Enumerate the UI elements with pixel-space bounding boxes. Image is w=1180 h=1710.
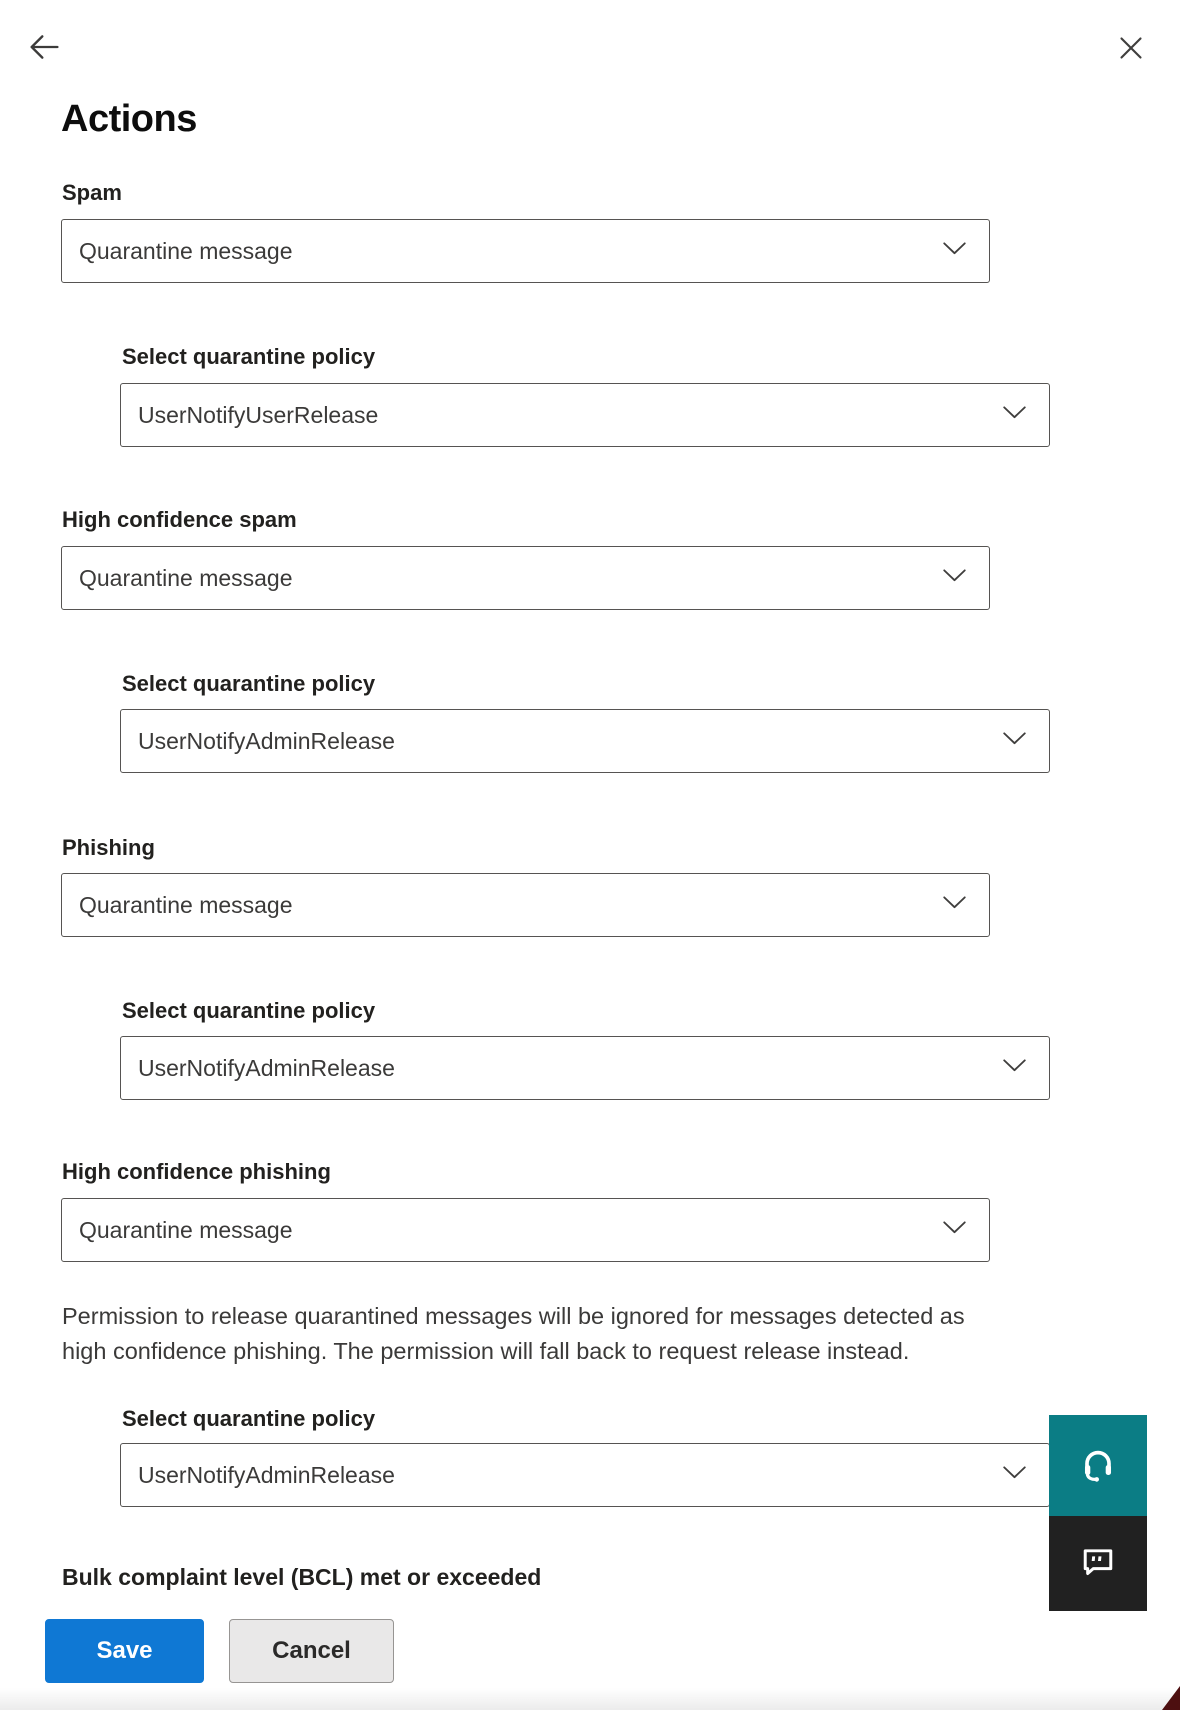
headset-icon — [1076, 1442, 1120, 1489]
section-label-spam: Spam — [62, 180, 122, 205]
close-button[interactable] — [1114, 31, 1148, 65]
arrow-left-icon — [25, 54, 63, 69]
section-label-high-confidence-spam: High confidence spam — [62, 507, 297, 532]
chevron-down-icon — [1002, 1466, 1027, 1485]
high-confidence-spam-action-value: Quarantine message — [79, 564, 293, 591]
high-confidence-phishing-action-value: Quarantine message — [79, 1216, 293, 1243]
spam-quarantine-policy-value: UserNotifyUserRelease — [138, 401, 379, 428]
chevron-down-icon — [942, 896, 967, 915]
close-icon — [1114, 53, 1148, 68]
chat-bubble-icon — [1077, 1541, 1119, 1586]
chevron-down-icon — [942, 569, 967, 588]
corner-artifact — [1162, 1686, 1180, 1710]
feedback-button[interactable] — [1049, 1516, 1147, 1611]
chevron-down-icon — [1002, 1059, 1027, 1078]
phishing-quarantine-policy-value: UserNotifyAdminRelease — [138, 1054, 395, 1081]
spam-policy-label: Select quarantine policy — [122, 344, 376, 369]
section-label-bulk-complaint-level: Bulk complaint level (BCL) met or exceeded — [62, 1564, 542, 1590]
phishing-quarantine-policy-dropdown[interactable] — [120, 1036, 1050, 1100]
high-confidence-phishing-quarantine-policy-value: UserNotifyAdminRelease — [138, 1461, 395, 1488]
page-title: Actions — [61, 98, 197, 140]
section-label-high-confidence-phishing: High confidence phishing — [62, 1159, 331, 1184]
save-button[interactable]: Save — [45, 1619, 204, 1683]
chevron-down-icon — [1002, 406, 1027, 425]
phishing-action-value: Quarantine message — [79, 891, 293, 918]
high-confidence-phishing-note — [62, 1299, 965, 1368]
note-line: Permission to release quarantined messages will be ignored for messages detected as — [62, 1303, 965, 1329]
chevron-down-icon — [1002, 732, 1027, 751]
section-label-phishing: Phishing — [62, 835, 155, 860]
support-button[interactable] — [1049, 1415, 1147, 1516]
phishing-action-dropdown[interactable] — [61, 873, 990, 937]
high-confidence-spam-policy-label: Select quarantine policy — [122, 671, 376, 696]
cancel-button[interactable]: Cancel — [229, 1619, 394, 1683]
high-confidence-spam-quarantine-policy-dropdown[interactable] — [120, 709, 1050, 773]
high-confidence-phishing-quarantine-policy-dropdown[interactable] — [120, 1443, 1050, 1507]
high-confidence-spam-quarantine-policy-value: UserNotifyAdminRelease — [138, 727, 395, 754]
chevron-down-icon — [942, 1221, 967, 1240]
back-button[interactable] — [25, 28, 63, 66]
footer-bar — [0, 1591, 1180, 1710]
spam-action-value: Quarantine message — [79, 237, 293, 264]
note-line: high confidence phishing. The permission will fall back to request release instead. — [62, 1337, 910, 1364]
spam-quarantine-policy-dropdown[interactable] — [120, 383, 1050, 447]
spam-action-dropdown[interactable] — [61, 219, 990, 283]
phishing-policy-label: Select quarantine policy — [122, 998, 376, 1023]
chevron-down-icon — [942, 242, 967, 261]
high-confidence-phishing-policy-label: Select quarantine policy — [122, 1406, 376, 1431]
high-confidence-phishing-action-dropdown[interactable] — [61, 1198, 990, 1262]
high-confidence-spam-action-dropdown[interactable] — [61, 546, 990, 610]
